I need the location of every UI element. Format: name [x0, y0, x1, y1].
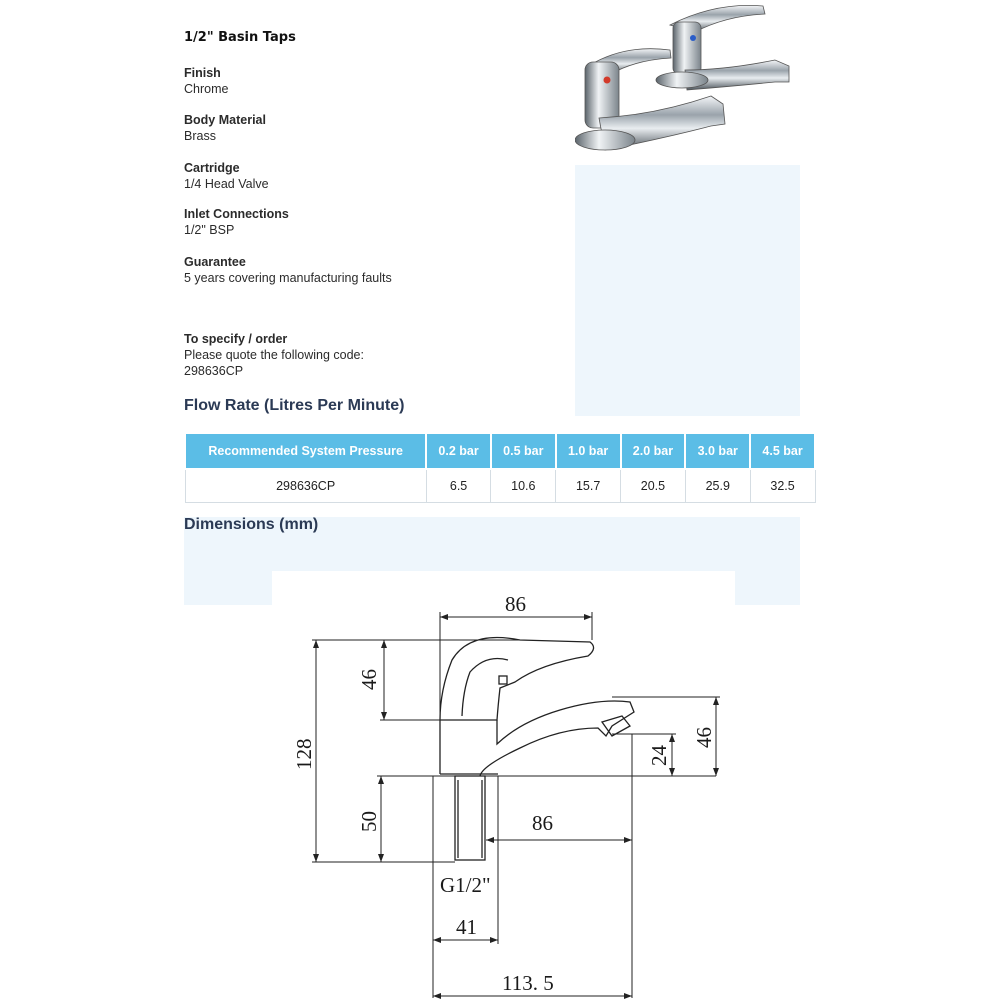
product-title: 1/2" Basin Taps — [184, 30, 296, 45]
label-reach: 86 — [532, 811, 553, 835]
order-label: To specify / order — [184, 332, 288, 346]
spec-label: Finish — [184, 66, 221, 80]
spec-label: Guarantee — [184, 255, 246, 269]
label-top-width: 86 — [505, 592, 526, 616]
row-code: 298636CP — [185, 469, 426, 503]
label-total-height: 128 — [292, 738, 316, 770]
header-pressure: 0.5 bar — [491, 433, 556, 469]
row-value: 25.9 — [685, 469, 750, 503]
order-code: 298636CP — [184, 364, 244, 378]
spec-label: Inlet Connections — [184, 207, 289, 221]
label-outlet-height: 24 — [647, 745, 671, 766]
spec-value: Brass — [184, 129, 216, 143]
spec-value: Chrome — [184, 82, 229, 96]
spec-value: 5 years covering manufacturing faults — [184, 271, 392, 285]
spout-tip-outline — [602, 716, 630, 736]
label-lever-height: 46 — [357, 669, 381, 690]
row-value: 32.5 — [750, 469, 815, 503]
flow-rate-title: Flow Rate (Litres Per Minute) — [184, 397, 405, 414]
header-pressure: 3.0 bar — [685, 433, 750, 469]
label-shank-height: 50 — [357, 811, 381, 832]
header-pressure: 0.2 bar — [426, 433, 491, 469]
label-total-depth: 113. 5 — [502, 971, 554, 995]
row-value: 15.7 — [556, 469, 621, 503]
order-instruction: Please quote the following code: — [184, 348, 364, 362]
shank-outline — [455, 776, 485, 860]
header-pressure: 2.0 bar — [621, 433, 686, 469]
tap-stem-outline — [440, 701, 634, 776]
spec-label: Cartridge — [184, 161, 240, 175]
spec-label: Body Material — [184, 113, 266, 127]
header-pressure: 4.5 bar — [750, 433, 815, 469]
spec-value: 1/4 Head Valve — [184, 177, 269, 191]
row-value: 6.5 — [426, 469, 491, 503]
spec-value: 1/2" BSP — [184, 223, 235, 237]
label-base-width: 41 — [456, 915, 477, 939]
dimensions-title: Dimensions (mm) — [184, 516, 319, 533]
header-pressure: 1.0 bar — [556, 433, 621, 469]
row-value: 20.5 — [621, 469, 686, 503]
header-pressure-label: Recommended System Pressure — [185, 433, 426, 469]
label-spout-height: 46 — [692, 727, 716, 748]
row-value: 10.6 — [491, 469, 556, 503]
label-thread: G1/2" — [440, 873, 491, 897]
